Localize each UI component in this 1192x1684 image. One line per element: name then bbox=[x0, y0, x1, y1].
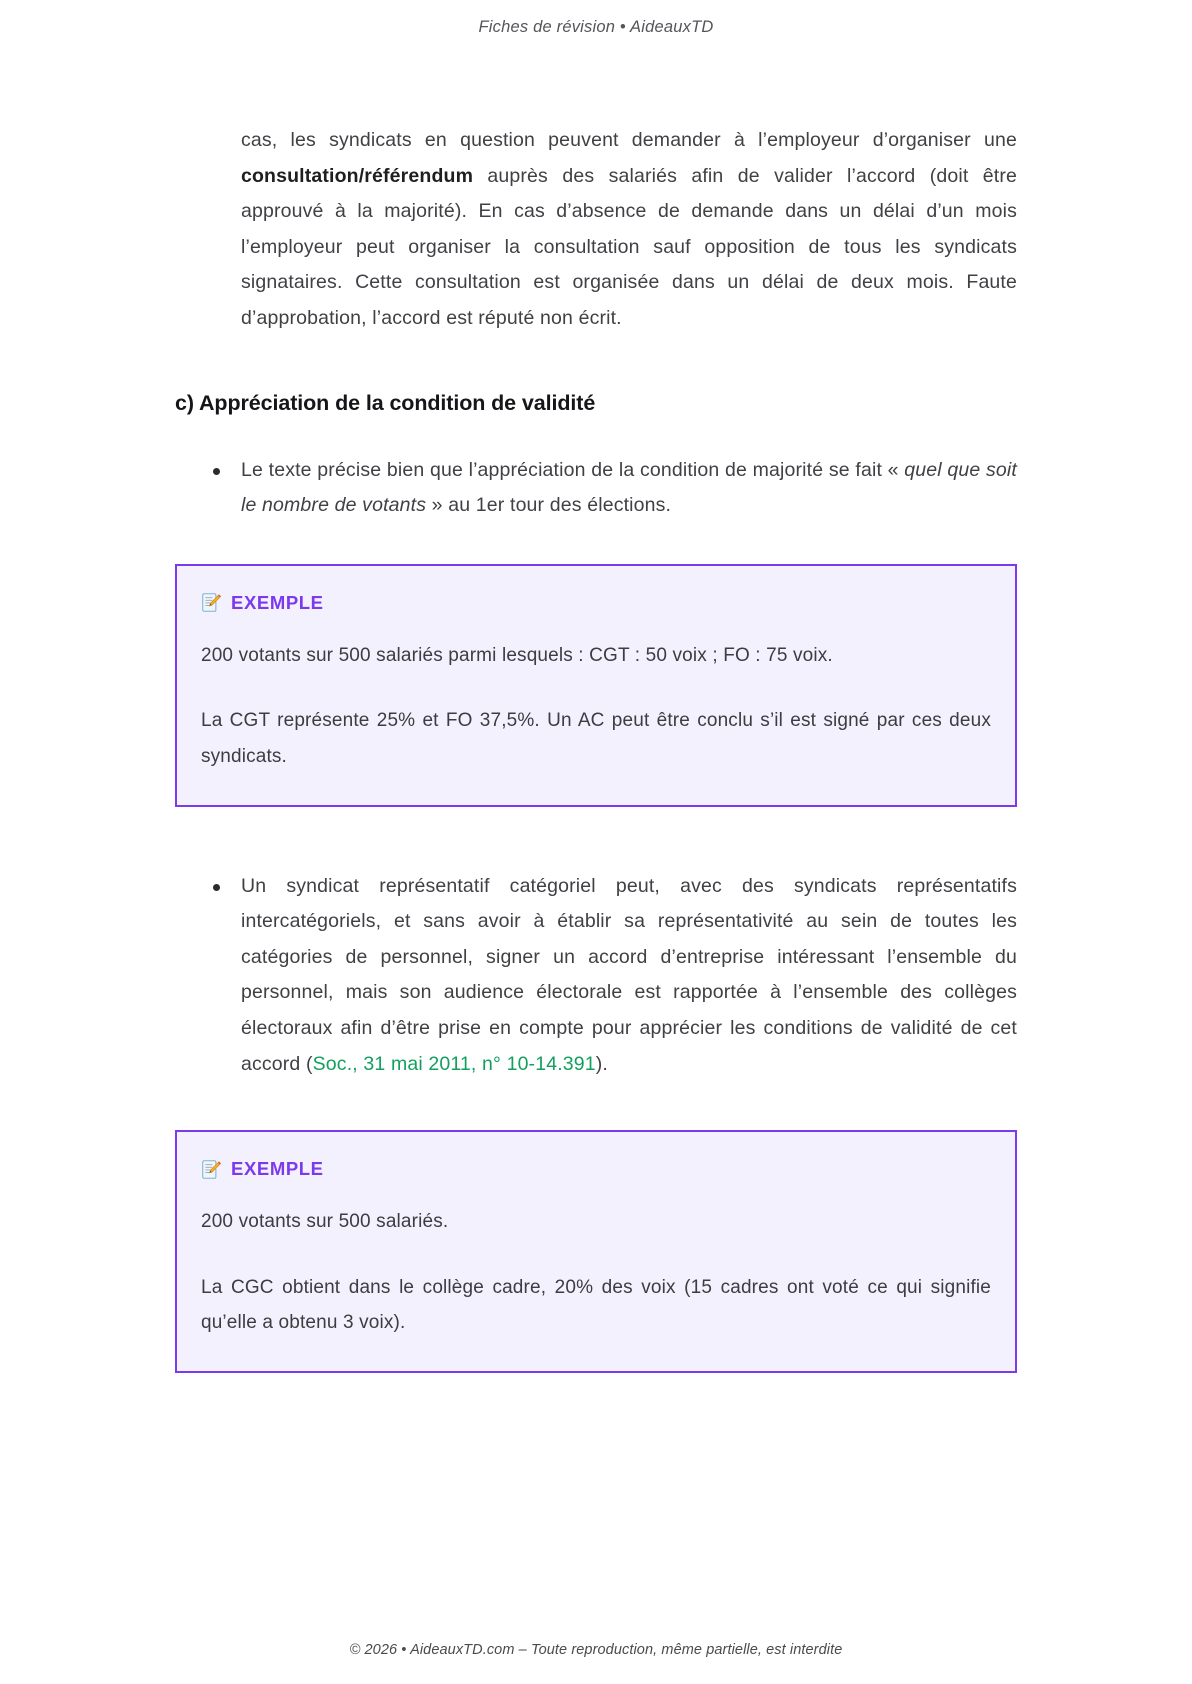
example-callout-2-header bbox=[201, 1158, 991, 1180]
running-header bbox=[0, 0, 1192, 37]
list-item bbox=[175, 869, 1017, 1083]
example-callout-2-label: EXEMPLE bbox=[231, 1158, 324, 1180]
example-callout-1-label: EXEMPLE bbox=[231, 591, 324, 613]
bullet-list-2 bbox=[175, 807, 1017, 1083]
bullet-list-1 bbox=[175, 417, 1017, 524]
memo-icon bbox=[201, 592, 222, 613]
example-callout-1-line-1: 200 votants sur 500 salariés parmi lesquels : CGT : 50 voix ; FO : 75 voix. bbox=[201, 644, 833, 666]
page-footer bbox=[0, 1642, 1192, 1684]
paragraph-text-part-1: cas, les syndicats en question peuvent demander à l’employeur d’organiser une bbox=[241, 129, 1017, 151]
paragraph-text-part-2: auprès des salariés afin de valider l’accord (doit être approuvé à la majorité). En cas d’absence de demande dans un délai d’un mois l’employeur peut organiser la consultation sauf opposition de tous les syndicats signataires. Cette consultation est organisée dans un délai de deux mois. Faute d’approbation, l’accord est réputé non écrit. bbox=[241, 164, 1017, 329]
page-content bbox=[175, 37, 1017, 1642]
section-heading: c) Appréciation de la condition de validité bbox=[175, 390, 596, 415]
example-callout-1 bbox=[175, 564, 1017, 807]
example-callout-2-line-2: La CGC obtient dans le collège cadre, 20% des voix (15 cadres ont voté ce qui signifie qu’elle a obtenu 3 voix). bbox=[201, 1276, 991, 1334]
case-law-citation: Soc., 31 mai 2011, n° 10-14.391 bbox=[312, 1052, 596, 1075]
bullet-dot-icon bbox=[213, 884, 220, 891]
list-item bbox=[175, 453, 1017, 524]
bullet1-italic-quote: quel que soit le nombre de votants bbox=[241, 458, 1017, 517]
bullet2-text-part-1: Un syndicat représentatif catégoriel peut, avec des syndicats représentatifs intercatégoriels, et sans avoir à établir sa représentativité au sein de toutes les catégories de personnel, signer un accord d’entreprise intéressant l’ensemble du personnel, mais son audience électorale est rapportée à l’ensemble des collèges électoraux afin d’être prise en compte pour apprécier les conditions de validité de cet accord ( bbox=[241, 874, 1017, 1075]
bullet-dot-icon bbox=[213, 468, 220, 475]
memo-icon bbox=[201, 1159, 222, 1180]
example-callout-1-line-2: La CGT représente 25% et FO 37,5%. Un AC peut être conclu s’il est signé par ces deux syndicats. bbox=[201, 710, 991, 767]
example-callout-1-header bbox=[201, 592, 991, 614]
example-callout-2 bbox=[175, 1130, 1017, 1373]
bullet2-text-part-2: ). bbox=[595, 1052, 608, 1075]
footer-copyright-text: © 2026 • AideauxTD.com – Toute reproduction, même partielle, est interdite bbox=[349, 1642, 843, 1658]
paragraph-bold-term: consultation/référendum bbox=[241, 164, 474, 187]
body-paragraph bbox=[175, 123, 1017, 337]
running-header-text: Fiches de révision • AideauxTD bbox=[478, 18, 714, 36]
bullet1-text-part-1: Le texte précise bien que l’appréciation de la condition de majorité se fait « bbox=[241, 458, 905, 481]
bullet1-text-part-2: » au 1er tour des élections. bbox=[426, 494, 672, 517]
example-callout-2-line-1: 200 votants sur 500 salariés. bbox=[201, 1211, 449, 1233]
